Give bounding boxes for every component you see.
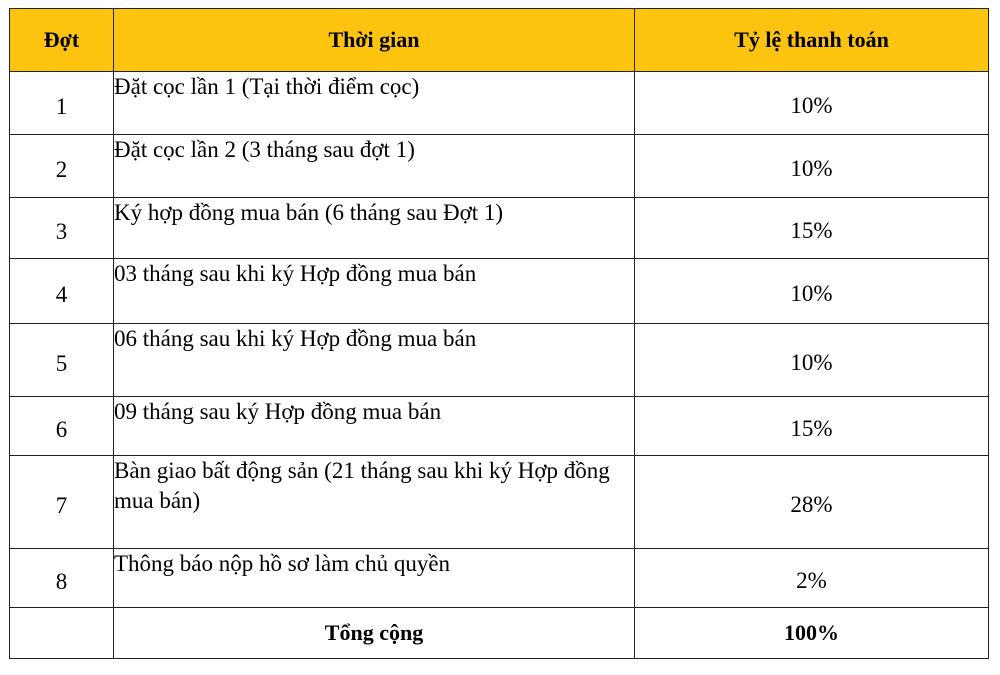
row-dot-cell xyxy=(10,135,114,198)
row-dot: 2 xyxy=(55,157,68,182)
row-dot: 8 xyxy=(55,569,68,594)
row-dot: 3 xyxy=(55,219,68,244)
row-dot-cell xyxy=(10,456,114,549)
table-row xyxy=(10,198,989,259)
row-rate: 10% xyxy=(790,350,833,375)
row-rate: 15% xyxy=(790,416,833,441)
row-time: Đặt cọc lần 1 (Tại thời điểm cọc) xyxy=(114,72,635,135)
row-rate: 10% xyxy=(790,281,833,306)
row-rate-cell xyxy=(635,72,989,135)
row-dot: 6 xyxy=(55,417,68,442)
header-dot: Đợt xyxy=(10,9,114,72)
row-rate: 15% xyxy=(790,218,833,243)
total-empty-cell xyxy=(10,608,114,659)
row-time: Bàn giao bất động sản (21 tháng sau khi ký Hợp đồng mua bán) xyxy=(114,456,635,549)
row-dot-cell xyxy=(10,72,114,135)
row-rate-cell xyxy=(635,324,989,397)
table-header-row xyxy=(10,9,989,72)
total-label: Tổng cộng xyxy=(114,608,635,659)
row-rate-cell xyxy=(635,135,989,198)
table-row xyxy=(10,397,989,456)
row-dot: 4 xyxy=(55,282,68,307)
header-time: Thời gian xyxy=(114,9,635,72)
total-value: 100% xyxy=(635,608,989,659)
row-dot-cell xyxy=(10,198,114,259)
table-row xyxy=(10,456,989,549)
row-rate-cell xyxy=(635,259,989,324)
row-rate: 2% xyxy=(796,568,827,593)
table-row xyxy=(10,135,989,198)
row-time: 06 tháng sau khi ký Hợp đồng mua bán xyxy=(114,324,635,397)
row-rate-cell xyxy=(635,198,989,259)
row-dot-cell xyxy=(10,259,114,324)
row-rate-cell xyxy=(635,549,989,608)
header-rate: Tỷ lệ thanh toán xyxy=(635,9,989,72)
row-rate: 28% xyxy=(790,492,833,517)
table-row xyxy=(10,72,989,135)
payment-schedule-table xyxy=(9,8,989,659)
table-row xyxy=(10,549,989,608)
row-dot: 5 xyxy=(55,351,68,376)
row-time: 09 tháng sau ký Hợp đồng mua bán xyxy=(114,397,635,456)
row-rate: 10% xyxy=(790,93,833,118)
row-dot-cell xyxy=(10,397,114,456)
row-dot-cell xyxy=(10,549,114,608)
row-dot: 7 xyxy=(55,493,68,518)
row-dot-cell xyxy=(10,324,114,397)
row-time: Thông báo nộp hồ sơ làm chủ quyền xyxy=(114,549,635,608)
row-time: Ký hợp đồng mua bán (6 tháng sau Đợt 1) xyxy=(114,198,635,259)
row-time: 03 tháng sau khi ký Hợp đồng mua bán xyxy=(114,259,635,324)
total-row xyxy=(10,608,989,659)
row-dot: 1 xyxy=(55,94,68,119)
table-row xyxy=(10,324,989,397)
table-row xyxy=(10,259,989,324)
row-rate-cell xyxy=(635,397,989,456)
row-time: Đặt cọc lần 2 (3 tháng sau đợt 1) xyxy=(114,135,635,198)
row-rate-cell xyxy=(635,456,989,549)
row-rate: 10% xyxy=(790,156,833,181)
